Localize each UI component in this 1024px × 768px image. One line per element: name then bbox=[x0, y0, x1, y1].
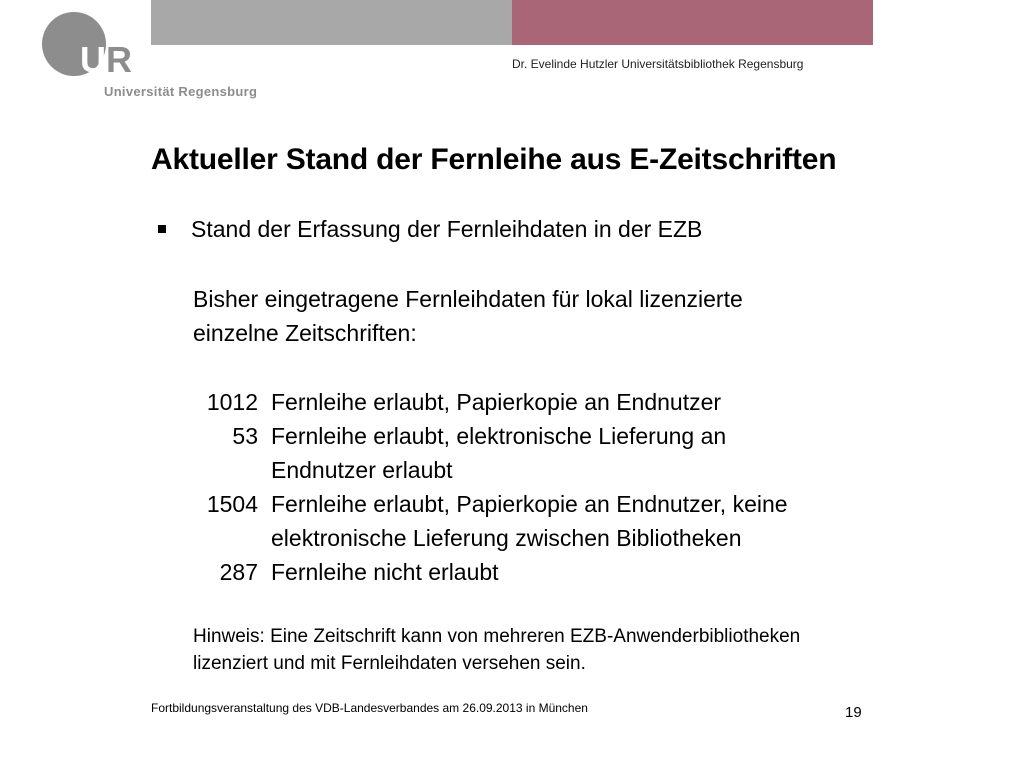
intro-line: Bisher eingetragene Fernleihdaten für lokal lizenzierte bbox=[193, 286, 743, 312]
stat-text: Fernleihe nicht erlaubt bbox=[271, 559, 499, 585]
stat-count: 287 bbox=[219, 559, 258, 585]
stat-text: Fernleihe erlaubt, Papierkopie an Endnutzer, keine bbox=[271, 491, 788, 517]
header-bar-red bbox=[512, 0, 873, 45]
intro-text bbox=[193, 282, 743, 350]
author-line: Dr. Evelinde Hutzler Universitätsbibliothek Regensburg bbox=[512, 57, 804, 71]
note-line: Hinweis: Eine Zeitschrift kann von mehreren EZB-Anwenderbibliotheken bbox=[193, 626, 801, 647]
ur-logo-icon bbox=[40, 10, 140, 80]
svg-text:R: R bbox=[106, 39, 132, 80]
logo-text: Universität Regensburg bbox=[104, 84, 258, 99]
slide-title: Aktueller Stand der Fernleihe aus E-Zeitschriften bbox=[151, 143, 837, 176]
bullet-item bbox=[158, 216, 702, 243]
stat-count: 1012 bbox=[206, 389, 258, 415]
svg-text:U: U bbox=[80, 39, 106, 80]
stat-text: elektronische Lieferung zwischen Bibliotheken bbox=[271, 525, 742, 551]
note-text bbox=[193, 623, 800, 677]
page-number: 19 bbox=[845, 704, 862, 721]
bullet-text: Stand der Erfassung der Fernleihdaten in der EZB bbox=[191, 216, 703, 242]
stat-text: Fernleihe erlaubt, Papierkopie an Endnutzer bbox=[271, 389, 722, 415]
university-logo bbox=[40, 10, 258, 105]
note-line: lizenziert und mit Fernleihdaten versehen sein. bbox=[193, 653, 586, 674]
stat-count: 1504 bbox=[206, 491, 258, 517]
square-bullet-icon bbox=[158, 225, 166, 233]
stat-count: 53 bbox=[232, 423, 258, 449]
intro-line: einzelne Zeitschriften: bbox=[193, 320, 417, 346]
stat-text: Fernleihe erlaubt, elektronische Lieferung an bbox=[271, 423, 727, 449]
footer-event: Fortbildungsveranstaltung des VDB-Landesverbandes am 26.09.2013 in München bbox=[151, 701, 588, 715]
stat-text: Endnutzer erlaubt bbox=[271, 457, 453, 483]
